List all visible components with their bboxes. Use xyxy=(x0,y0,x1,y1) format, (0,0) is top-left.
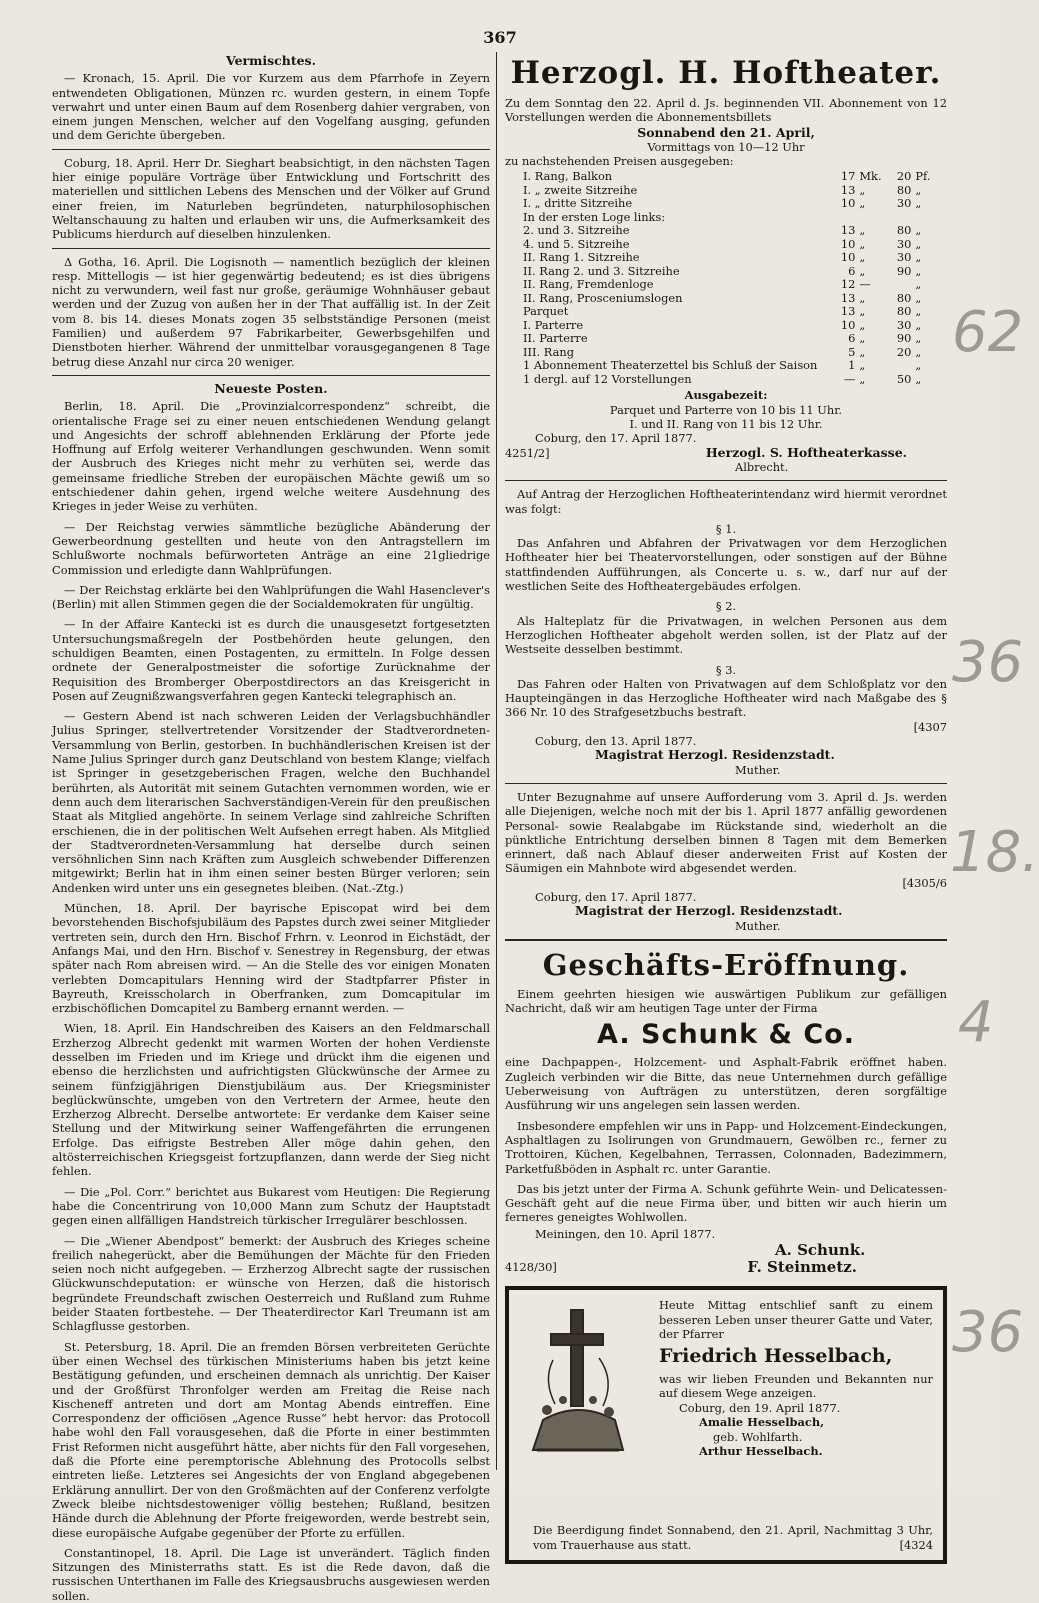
article-wien-2: — Die „Pol. Corr.“ berichtet aus Bukarest vom Heutigen: Die Regierung habe die Concentrirung von 10,000 Mann zum Schutz der Hauptstadt gegen einen allfälligen Handstreich türkischer Irregulärer beschlossen. xyxy=(52,1184,490,1228)
price-mark-unit: — xyxy=(859,277,871,292)
death-signer-2: Arthur Hesselbach. xyxy=(699,1444,823,1459)
price-mark-unit: „ xyxy=(859,371,866,386)
price-pfennig: 20 xyxy=(896,344,912,359)
price-pfennig-unit xyxy=(915,211,939,225)
deceased-name: Friedrich Hesselbach, xyxy=(659,1344,893,1367)
price-pfennig: 80 xyxy=(896,290,912,305)
death-signatures xyxy=(699,1415,933,1459)
price-row xyxy=(523,224,939,238)
section-title-vermischtes: Vermischtes. xyxy=(226,53,316,68)
shop-intro: Einem geehrten hiesigen wie auswärtigen Publikum zur gefälligen Nachricht, daß wir am heutigen Tage unter der Firma xyxy=(505,986,947,1016)
death-ref: [4324 xyxy=(899,1537,933,1552)
price-label: II. Rang, Fremdenloge xyxy=(523,277,654,292)
shop-place-date: Meiningen, den 10. April 1877. xyxy=(535,1226,716,1241)
column-rule xyxy=(496,52,497,1470)
paragraph-2: Als Halteplatz für die Privatwagen, in welchen Personen aus dem Herzoglichen Hoftheater abgeholt werden sollen, ist der Platz auf der Westseite desselben bestimmt. xyxy=(505,613,947,657)
price-mark: 10 xyxy=(840,317,856,332)
price-pfennig-unit: „ xyxy=(915,223,922,238)
price-mark-unit: „ xyxy=(859,331,866,346)
price-mark-unit: „ xyxy=(859,317,866,332)
price-pfennig xyxy=(889,211,915,225)
shop-paragraph-3: Das bis jetzt unter der Firma A. Schunk geführte Wein- und Delicatessen-Geschäft geht auf die neue Firma über, und bitten wir auch hierin um ferneres geneigtes Wohlwollen. xyxy=(505,1181,947,1225)
price-mark-unit: „ xyxy=(859,263,866,278)
ausgabezeit-title: Ausgabezeit: xyxy=(684,388,768,403)
shop-signoff xyxy=(505,1258,947,1277)
price-pfennig-unit: „ xyxy=(915,290,922,305)
article-berlin-3: — Der Reichstag erklärte bei den Wahlprüfungen die Wahl Hasenclever's (Berlin) mit allen Stimmen gegen die der Socialdemokraten für ungültig. xyxy=(52,582,490,612)
price-pfennig: 30 xyxy=(896,196,912,211)
ausgabe-line-2: I. und II. Rang von 11 bis 12 Uhr. xyxy=(629,417,823,432)
paragraph-1-head: § 1. xyxy=(715,521,737,536)
price-row xyxy=(523,238,939,252)
price-mark: 13 xyxy=(840,290,856,305)
right-column xyxy=(505,52,947,1552)
shop-title: Geschäfts-Eröffnung. xyxy=(542,947,910,982)
price-pfennig: 20 xyxy=(896,169,912,184)
paragraph-3: Das Fahren oder Halten von Privatwagen auf dem Schloßplatz vor den Haupteingängen in das Herzogliche Hoftheater wird nach Maßgabe des § 366 Nr. 10 des Strafgesetzbuchs bestraft. xyxy=(505,676,947,720)
price-row xyxy=(523,251,939,265)
magistrat2-ref: [4305/6 xyxy=(902,875,947,890)
price-mark-unit: „ xyxy=(859,223,866,238)
margin-note: 62 xyxy=(952,300,1024,365)
price-mark xyxy=(821,211,859,225)
price-label: 1 Abonnement Theaterzettel bis Schluß der Saison xyxy=(523,358,818,373)
article-berlin-2: — Der Reichstag verwies sämmtliche bezügliche Abänderung der Gewerbeordnung gestellten und heute von den Antragstellern im Schlußworte nochmals befürworteten Anträge an eine 21gliedrige Commission und erledigte dann Wahlprüfungen. xyxy=(52,519,490,577)
article-konstantinopel: Constantinopel, 18. April. Die Lage ist unverändert. Täglich finden Sitzungen des Ministerraths statt. Es ist die Rede davon, daß die russischen Unterthanen im Falle des Kriegsausbruchs ausgewiesen werden sollen. xyxy=(52,1545,490,1603)
price-mark: 10 xyxy=(840,250,856,265)
theater-signer-name: Albrecht. xyxy=(735,459,789,474)
price-row xyxy=(523,278,939,292)
divider xyxy=(52,149,490,150)
magistrat1-signer: Magistrat Herzogl. Residenzstadt. xyxy=(595,747,835,763)
price-mark: 6 xyxy=(848,263,856,278)
price-pfennig-unit: „ xyxy=(915,196,922,211)
ausgabe-line-1: Parquet und Parterre von 10 bis 11 Uhr. xyxy=(609,402,843,417)
price-row xyxy=(523,359,939,373)
margin-note: 18. xyxy=(950,820,1039,885)
price-label: III. Rang xyxy=(523,344,574,359)
theater-place-date: Coburg, den 17. April 1877. xyxy=(535,431,697,446)
price-mark: 13 xyxy=(840,182,856,197)
price-pfennig-unit: „ xyxy=(915,317,922,332)
price-label: II. Parterre xyxy=(523,331,588,346)
funeral-text: Die Beerdigung findet Sonnabend, den 21. April, Nachmittag 3 Uhr, vom Trauerhause aus statt. xyxy=(533,1523,933,1552)
magistrat2-signer-name: Muther. xyxy=(735,918,781,933)
price-pfennig-unit: „ xyxy=(915,344,922,359)
price-row xyxy=(523,265,939,279)
theater-intro: Zu dem Sonntag den 22. April d. Js. beginnenden VII. Abonnement von 12 Vorstellungen werden die Abonnementsbillets xyxy=(505,96,947,125)
price-mark-unit: „ xyxy=(859,358,866,373)
price-label: II. Rang, Prosceniumslogen xyxy=(523,290,683,305)
death-line-1: Heute Mittag entschlief sanft zu einem besseren Leben unser theurer Gatte und Vater, der Pfarrer xyxy=(659,1298,933,1342)
theater-signer: Herzogl. S. Hoftheaterkasse. xyxy=(705,444,907,460)
price-mark: 13 xyxy=(840,223,856,238)
theater-signoff xyxy=(505,446,947,460)
price-mark-unit: „ xyxy=(859,344,866,359)
divider xyxy=(505,939,947,941)
death-notice xyxy=(505,1286,947,1564)
magistrat1-intro: Auf Antrag der Herzoglichen Hoftheaterintendanz wird hiermit verordnet was folgt: xyxy=(505,487,947,516)
paragraph-2-head: § 2. xyxy=(715,599,737,614)
article-wien-1: Wien, 18. April. Ein Handschreiben des Kaisers an den Feldmarschall Erzherzog Albrecht gedenkt mit warmen Worten der hohen Verdienste desselben im Frieden und im Kriege und drückt ihm die eigenen und ebenso die herzlichsten und aufrichtigsten Glückwünsche der Armee zu seinem fünfzigjährigen Dienstjubiläum aus. Der Kriegsminister beglückwünschte, umgeben von den Vertretern der Armee, heute den Erzherzog Albrecht. Derselbe antwortete: Er verdanke dem Kaiser seine Stellung und der Mitwirkung seiner Waffengefährten die errungenen Erfolge. Das eifrigste Bestreben Aller möge dahin gehen, den altösterreichischen Kriegsgeist fortzupflanzen, dann werde der Sieg nicht fehlen. xyxy=(52,1021,490,1179)
shop-paragraph-2: Insbesondere empfehlen wir uns in Papp- und Holzcement-Eindeckungen, Asphaltlagen zu Isolirungen von Grundmauern, Gewölben rc., ferner zu Trottoiren, Küchen, Kegelbahnen, Terrassen, Colonnaden, Badezimmern, Parketfußböden in Asphalt rc. unter Garantie. xyxy=(505,1118,947,1176)
price-mark: 6 xyxy=(848,331,856,346)
price-pfennig-unit: „ xyxy=(915,277,922,292)
price-pfennig-unit: „ xyxy=(915,331,922,346)
theater-date: Sonnabend den 21. April, xyxy=(637,124,815,140)
article-gotha: Δ Gotha, 16. April. Die Logisnoth — namentlich bezüglich der kleinen resp. Mittellogis — ist hier gegenwärtig bedeutend; es ist dies übrigens nicht zu verwundern, weil fast nur große, geräumige Wohnhäuser gebaut werden und der Zuzug von außen her in der That auffällig ist. In der Zeit vom 8. bis 14. dieses Monats zogen 35 selbstständige Personen (meist Familien) und außerdem 97 Fabrikarbeiter, Gewerbsgehilfen und Dienstboten hierher. Während der unmittelbar vorausgegangenen 8 Tage betrug diese Anzahl nur circa 20 weniger. xyxy=(52,254,490,369)
magistrat2-signer: Magistrat der Herzogl. Residenzstadt. xyxy=(575,903,843,919)
price-mark: 13 xyxy=(840,304,856,319)
price-mark: 10 xyxy=(840,236,856,251)
theater-ref: 4251/2] xyxy=(505,445,550,460)
price-label: Parquet xyxy=(523,304,569,319)
magistrat2-text: Unter Bezugnahme auf unsere Aufforderung vom 3. April d. Js. werden alle Diejenigen, welche noch mit der bis 1. April 1877 anfällig gewordenen Personal- sowie Realabgabe im Rückstande sind, wiederholt an die pünktliche Entrichtung derselben binnen 8 Tagen mit dem Bemerken erinnert, daß nach Ablauf dieser anderweiten Frist auf Kosten der Säumigen ein Mahnbote wird abgesendet werden. xyxy=(505,789,947,876)
price-mark: 10 xyxy=(840,196,856,211)
price-row xyxy=(523,197,939,211)
price-row xyxy=(523,211,939,225)
price-label: I. „ dritte Sitzreihe xyxy=(523,196,633,211)
price-table xyxy=(523,170,939,386)
article-wien-3: — Die „Wiener Abendpost“ bemerkt: der Ausbruch des Krieges scheine freilich nahegerückt, aber die Bemühungen der Mächte für den Frieden seien noch nicht aufgegeben. — Erzherzog Albrecht sagte der russischen Glückwunschdeputation: er wünsche von Herzen, daß die historisch begründete Freundschaft zwischen Oesterreich und Rußland zum Ruhme beider Staaten fortbestehe. — Der Theaterdirector Karl Treumann ist am Schlagflusse gestorben. xyxy=(52,1233,490,1334)
price-pfennig: 80 xyxy=(896,182,912,197)
price-row xyxy=(523,346,939,360)
price-pfennig-unit: „ xyxy=(915,358,922,373)
price-pfennig: 30 xyxy=(896,236,912,251)
price-pfennig-unit: Pf. xyxy=(915,169,931,184)
price-pfennig: 50 xyxy=(896,371,912,386)
price-mark: 1 xyxy=(848,358,856,373)
grave-cross-icon xyxy=(523,1300,633,1460)
death-signer-1-maiden: geb. Wohlfarth. xyxy=(713,1429,803,1444)
price-pfennig xyxy=(889,278,915,292)
price-pfennig: 80 xyxy=(896,304,912,319)
price-mark-unit: „ xyxy=(859,196,866,211)
price-row xyxy=(523,305,939,319)
magistrat1-ref: [4307 xyxy=(913,719,947,734)
price-pfennig: 90 xyxy=(896,263,912,278)
funeral-info xyxy=(533,1523,933,1552)
price-label: 1 dergl. auf 12 Vorstellungen xyxy=(523,371,692,386)
price-row xyxy=(523,292,939,306)
price-row xyxy=(523,332,939,346)
left-column xyxy=(52,52,490,1603)
divider xyxy=(52,375,490,376)
price-pfennig-unit: „ xyxy=(915,250,922,265)
shop-paragraph-1: eine Dachpappen-, Holzcement- und Asphalt-Fabrik eröffnet haben. Zugleich verbinden wir die Bitte, das neue Unternehmen durch gefällige Ueberweisung von Aufträgen zu unterstützen, deren sorgfältige Ausführung wir uns angelegen sein lassen werden. xyxy=(505,1055,947,1113)
price-label: II. Rang 1. Sitzreihe xyxy=(523,250,640,265)
price-pfennig: 30 xyxy=(896,250,912,265)
divider xyxy=(52,248,490,249)
price-pfennig-unit: „ xyxy=(915,263,922,278)
price-mark-unit: „ xyxy=(859,236,866,251)
price-label: I. „ zweite Sitzreihe xyxy=(523,182,638,197)
price-pfennig: 80 xyxy=(896,223,912,238)
section-title-neueste-posten: Neueste Posten. xyxy=(214,380,328,396)
price-label: In der ersten Loge links: xyxy=(523,209,666,224)
price-label: II. Rang 2. und 3. Sitzreihe xyxy=(523,263,680,278)
price-mark: — xyxy=(843,371,856,386)
death-text xyxy=(659,1298,933,1459)
page-number: 367 xyxy=(483,28,517,47)
magistrat2-place-date: Coburg, den 17. April 1877. xyxy=(535,889,697,904)
theater-hours: Vormittags von 10—12 Uhr xyxy=(647,139,805,154)
price-row xyxy=(523,319,939,333)
death-place-date: Coburg, den 19. April 1877. xyxy=(679,1400,841,1415)
price-label: I. Parterre xyxy=(523,317,584,332)
price-row xyxy=(523,373,939,387)
margin-note: 36 xyxy=(952,630,1024,695)
magistrat1-place-date: Coburg, den 13. April 1877. xyxy=(535,734,697,749)
article-coburg: Coburg, 18. April. Herr Dr. Sieghart beabsichtigt, in den nächsten Tagen hier einige populäre Vorträge über Entwicklung und Fortschritt des materiellen und sittlichen Lebens des Menschen und der Völker auf Grund einer freien, im Naturleben begründeten, naturphilosophischen Weltanschauung zu halten und erlauben wir uns, die Aufmerksamkeit des Publicums hierdurch auf dieselben hinzulenken. xyxy=(52,155,490,242)
magistrat1-signer-name: Muther. xyxy=(735,762,781,777)
divider xyxy=(505,480,947,481)
article-berlin-5: — Gestern Abend ist nach schweren Leiden der Verlagsbuchhändler Julius Springer, stellvertretender Vorsitzender der Stadtverordneten-Versammlung von Berlin, gestorben. In buchhändlerischen Kreisen ist der Name Julius Springer durch ganz Deutschland von bestem Klange; vielfach ist Springer in gesetzgeberischen Fragen, welche den Buchhandel berührten, als Autorität mit seinem Gutachten vernommen worden, wie er denn auch dem literarischen Sachverständigen-Verein für den preußischen Staat als Mitglied angehörte. In seinem Verlage sind zahlreiche Schriften erschienen, die in der politischen Welt Aufsehen erregt haben. Als Mitglied der Stadtverordneten-Versammlung hat derselbe durch seinen versöhnlichen Sinn nach Kräften zum Ausgleich schwebender Differenzen mitgewirkt; Berlin hat in ihm einen seiner besten Bürger verloren; sein Andenken wird unter uns ein gesegnetes bleiben. (Nat.-Ztg.) xyxy=(52,709,490,895)
article-berlin-4: — In der Affaire Kantecki ist es durch die unausgesetzt fortgesetzten Untersuchungsmaßregeln der Postbehörden heute gelungen, den schuldigen Beamten, einen Postagenten, zu ermitteln. In Folge dessen ordnete der Generalpostmeister die sofortige Zurücknahme der Requisition des Bromberger Oberpostdirectors an das Kreisgericht in Posen auf Zeugnißzwangsverfahren gegen Kantecki telegraphisch an. xyxy=(52,617,490,703)
price-pfennig: 30 xyxy=(896,317,912,332)
price-label: I. Rang, Balkon xyxy=(523,169,613,184)
article-petersburg: St. Petersburg, 18. April. Die an fremden Börsen verbreiteten Gerüchte über einen Wechsel des türkischen Ministeriums haben bis jetzt keine Bestätigung gefunden, und erscheinen demnach als unrichtig. Der Kaiser und der Großfürst Thronfolger werden am Freitag die Reise nach Kischeneff antreten und dort am Montag Abends eintreffen. Eine Correspondenz der officiösen „Agence Russe“ hebt hervor: das Protocoll habe wohl den Fall vorausgesehen, daß die Pforte in einer bestimmten Frist Reformen nicht ausgeführt hätte, aber nichts für den Fall vorgesehen, daß die Pforte eine peremptorische Ablehnung des Protocolls selbst eintreten ließe. Letzteres sei Angesichts der von England abgegebenen Erklärung annullirt. Der von den Großmächten auf der Conferenz verfolgte Zweck bleibe nichtsdestoweniger völlig bestehen; Rußland, besitzen Hände durch die Ablehnung der Pforte freigeworden, werde bestrebt sein, diese europäische Aufgabe gegenüber der Pforte zu erfüllen. xyxy=(52,1339,490,1540)
death-signer-1: Amalie Hesselbach, xyxy=(699,1415,825,1430)
shop-signature-1: A. Schunk. xyxy=(775,1241,866,1260)
price-pfennig xyxy=(889,359,915,373)
firm-name: A. Schunk & Co. xyxy=(596,1019,856,1051)
article-muenchen: München, 18. April. Der bayrische Episcopat wird bei dem bevorstehenden Bischofsjubiläum des Papstes durch zwei seiner Mitglieder vertreten sein, durch den Hrn. Bischof Frhrn. v. Leonrod in Eichstädt, der Anfangs Mai, und den Hrn. Bischof v. Senestrey in Regensburg, der etwas später nach Rom abreisen wird. — An die Stelle des vor einigen Monaten verlebten Domcapitulars Henning wird der Stadtpfarrer Pfister in Bayreuth, Kreisscholarch in Oberfranken, zum Domcapitular im erzbischöflichen Domcapitel zu Bamberg ernannt werden. — xyxy=(52,901,490,1016)
price-label: 2. und 3. Sitzreihe xyxy=(523,223,630,238)
price-mark-unit: „ xyxy=(859,250,866,265)
theater-title: Herzogl. H. Hoftheater. xyxy=(510,55,942,91)
price-row xyxy=(523,170,939,184)
paragraph-3-head: § 3. xyxy=(715,662,737,677)
price-mark: 5 xyxy=(848,344,856,359)
divider xyxy=(505,783,947,784)
price-mark-unit: „ xyxy=(859,290,866,305)
article-kronach: — Kronach, 15. April. Die vor Kurzem aus dem Pfarrhofe in Zeyern entwendeten Obligationen, Münzen rc. wurden gestern, in einem Topfe verwahrt und unter einen Baum auf dem Rosenberg dahier vergraben, von einem jungen Menschen, welcher auf den Vogelfang ausging, gefunden und dem Gerichte übergeben. xyxy=(52,71,490,143)
price-mark-unit xyxy=(859,211,889,225)
paragraph-1: Das Anfahren und Abfahren der Privatwagen vor dem Herzoglichen Hoftheater hier bei Theatervorstellungen, oder sonstigen auf der Bühne stattfindenden Aufführungen, als Concerte u. s. w., darf nur auf der westlichen Seite des Hoftheatergebäudes erfolgen. xyxy=(505,536,947,594)
price-pfennig-unit: „ xyxy=(915,182,922,197)
price-pfennig-unit: „ xyxy=(915,304,922,319)
price-mark-unit: „ xyxy=(859,304,866,319)
price-mark-unit: „ xyxy=(859,182,866,197)
price-pfennig: 90 xyxy=(896,331,912,346)
price-mark: 12 xyxy=(840,277,856,292)
price-label: 4. und 5. Sitzreihe xyxy=(523,236,630,251)
price-mark: 17 xyxy=(840,169,856,184)
price-pfennig-unit: „ xyxy=(915,236,922,251)
shop-signature-2: F. Steinmetz. xyxy=(747,1258,857,1277)
margin-note: 36 xyxy=(952,1300,1024,1365)
theater-prices-intro: zu nachstehenden Preisen ausgegeben: xyxy=(505,154,734,169)
death-line-2: was wir lieben Freunden und Bekannten nur auf diesem Wege anzeigen. xyxy=(659,1371,933,1401)
shop-ref: 4128/30] xyxy=(505,1260,557,1275)
article-berlin-1: Berlin, 18. April. Die „Provinzialcorrespondenz“ schreibt, die orientalische Frage sei zu einer neuen entschiedenen Wendung gelangt und Angesichts der schroff ablehnenden Erklärung der Pforte jede Hoffnung auf Erfolg weiterer Verhandlungen geschwunden. Wenn somit der Ausbruch des Krieges nicht mehr zu verhüten sei, werde das gemeinsame friedliche Streben der europäischen Mächte gewiß um so entschiedener dahin gehen, irgend welche weitere Ausdehnung des Krieges in jeder Weise zu verhüten. xyxy=(52,399,490,514)
price-mark-unit: Mk. xyxy=(859,169,882,184)
price-pfennig-unit: „ xyxy=(915,371,922,386)
margin-note: 4 xyxy=(958,990,994,1055)
price-row xyxy=(523,184,939,198)
